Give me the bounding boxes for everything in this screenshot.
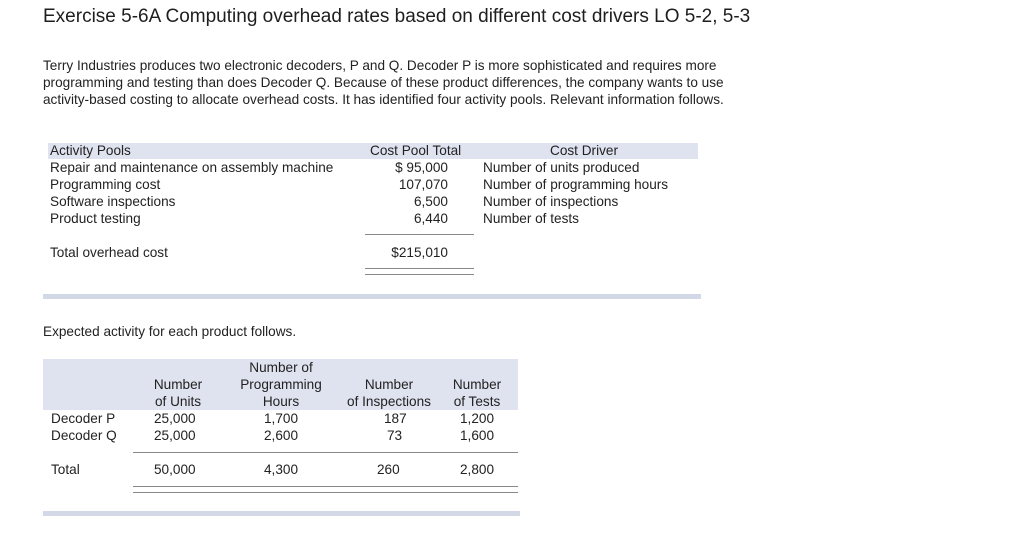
pool-name: Software inspections: [50, 194, 176, 209]
pool-driver: Number of units produced: [483, 160, 640, 175]
header-prog-2: Programming: [240, 377, 322, 392]
subtotal-rule: [133, 452, 518, 453]
double-rule-bottom: [365, 274, 474, 275]
double-rule-top: [133, 486, 518, 487]
pool-driver: Number of programming hours: [483, 177, 669, 192]
header-tests-2: of Tests: [453, 394, 501, 409]
total-prog: 4,300: [264, 462, 299, 477]
pool-total: $ 95,000: [395, 160, 448, 175]
cell-prog: 2,600: [264, 428, 299, 443]
row-label: Decoder P: [51, 411, 116, 426]
cell-tests: 1,600: [460, 428, 495, 443]
intro-paragraph: Terry Industries produces two electronic decoders, P and Q. Decoder P is more sophisticated and requires more programming and testing than does Decoder Q. Because of these product differences, the company wants to use activity-based costing to allocate overhead costs. It has identified four activity pools. Relevant information follows.: [43, 58, 724, 107]
pool-driver: Number of inspections: [483, 194, 619, 209]
header-cost-driver: Cost Driver: [550, 143, 618, 158]
header-prog-3: Hours: [262, 394, 300, 409]
pool-total: 6,440: [413, 211, 448, 226]
subtotal-rule: [365, 234, 474, 235]
header-units-1: Number: [153, 377, 203, 392]
cell-units: 25,000: [154, 411, 196, 426]
cell-insp: 187: [384, 411, 407, 426]
section-divider: [43, 294, 701, 299]
pool-driver: Number of tests: [483, 211, 579, 226]
activity-intro: Expected activity for each product follows.: [43, 324, 297, 339]
header-insp-2: of Inspections: [347, 394, 431, 409]
header-tests-1: Number: [452, 377, 502, 392]
row-label: Decoder Q: [51, 428, 117, 443]
pool-name: Product testing: [50, 211, 141, 226]
total-overhead-value: $215,010: [391, 245, 448, 260]
pool-name: Repair and maintenance on assembly machine: [50, 160, 334, 175]
total-insp: 260: [377, 462, 400, 477]
cell-units: 25,000: [154, 428, 196, 443]
total-units: 50,000: [154, 462, 196, 477]
section-divider-bottom: [43, 511, 520, 516]
cell-tests: 1,200: [460, 411, 495, 426]
pool-total: 107,070: [398, 177, 448, 192]
pool-name: Programming cost: [50, 177, 161, 192]
header-prog-1: Number of: [249, 360, 313, 375]
total-overhead-label: Total overhead cost: [50, 245, 168, 260]
double-rule-top: [365, 268, 474, 269]
exercise-title: Exercise 5-6A Computing overhead rates based on different cost drivers LO 5-2, 5-3: [43, 6, 751, 27]
total-tests: 2,800: [460, 462, 495, 477]
header-cost-pool-total: Cost Pool Total: [370, 143, 462, 158]
total-label: Total: [51, 462, 80, 477]
header-activity-pools: Activity Pools: [50, 143, 131, 158]
header-insp-1: Number: [364, 377, 414, 392]
double-rule-bottom: [133, 492, 518, 493]
cell-prog: 1,700: [264, 411, 299, 426]
pool-total: 6,500: [413, 194, 448, 209]
header-units-2: of Units: [154, 394, 202, 409]
cell-insp: 73: [387, 428, 403, 443]
